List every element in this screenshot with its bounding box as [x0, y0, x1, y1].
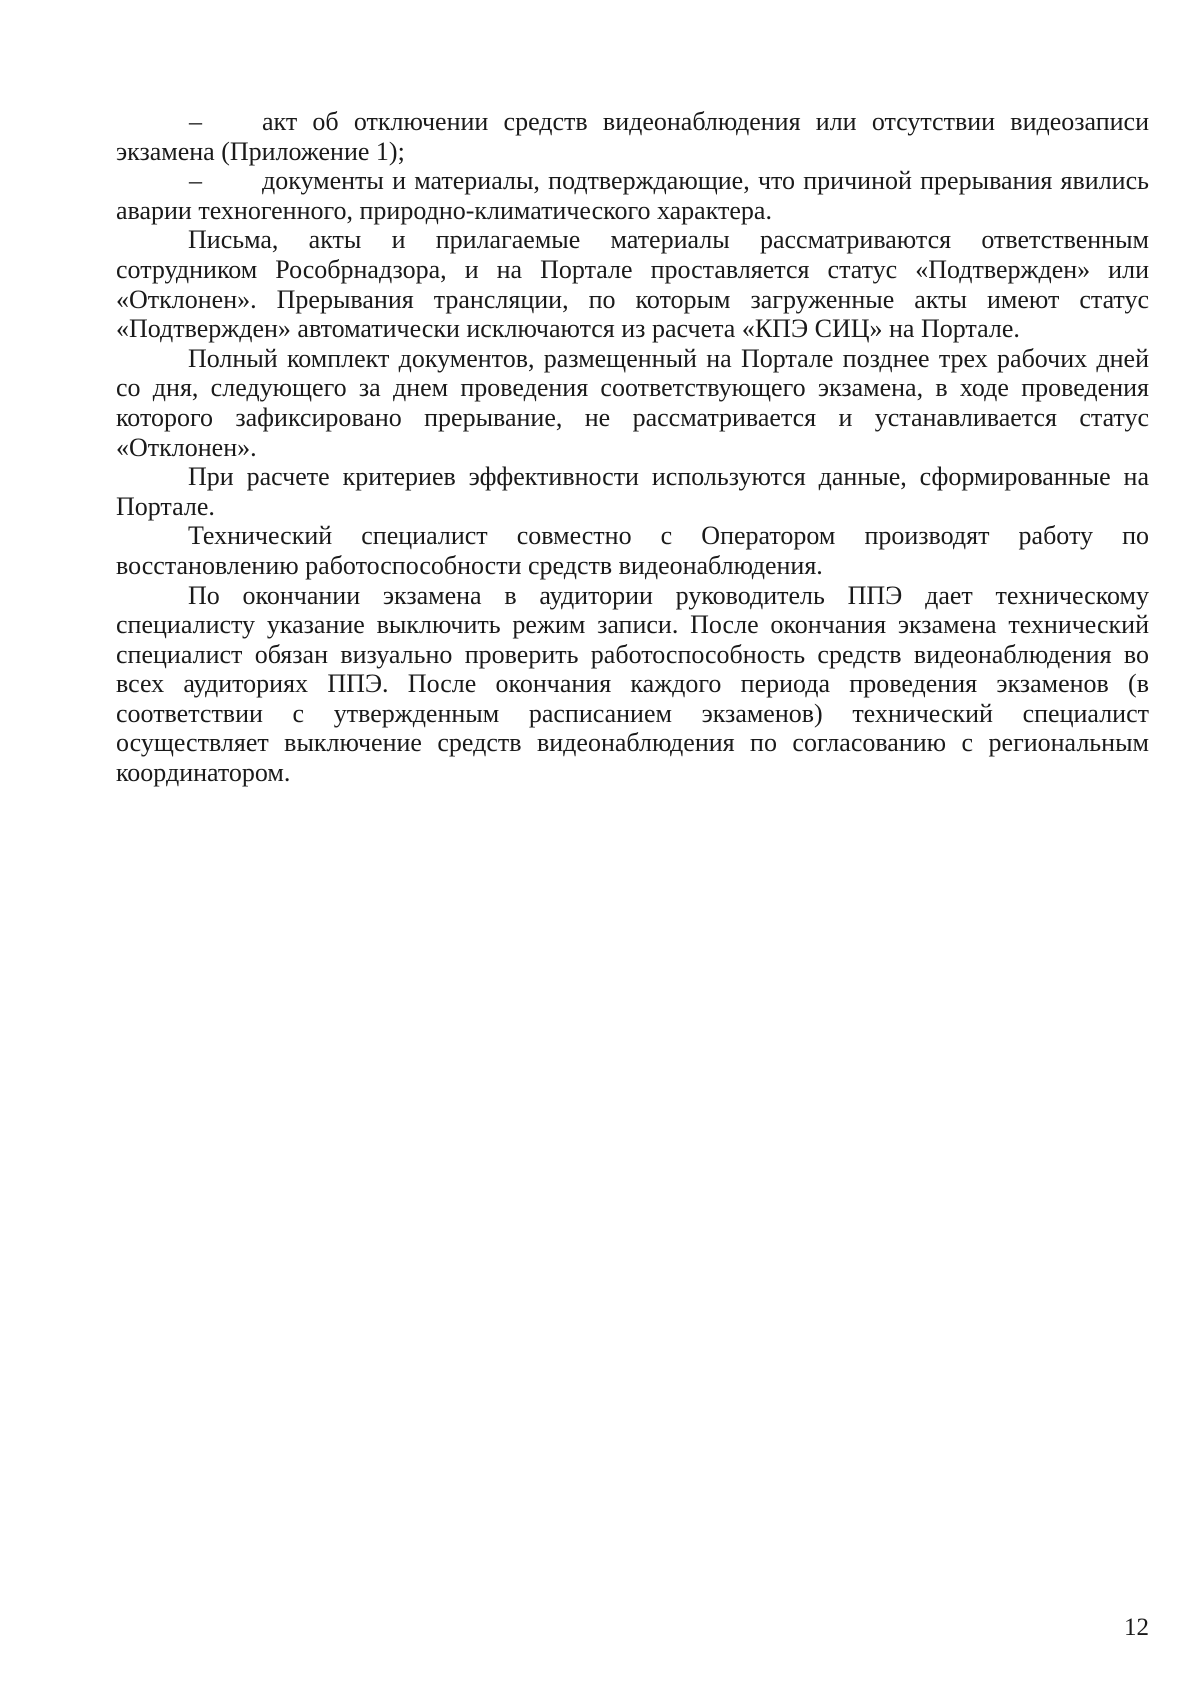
list-item-text: документы и материалы, подтверждающие, что причиной прерывания явились аварии техногенного, природно-климатического характера.	[116, 166, 1149, 225]
page-number: 12	[1124, 1614, 1149, 1641]
document-body	[116, 107, 1149, 788]
paragraph-exam-end: По окончании экзамена в аудитории руководитель ППЭ дает техническому специалисту указание выключить режим записи. После окончания экзамена технический специалист обязан визуально проверить работоспособность средств видеонаблюдения во всех аудиториях ППЭ. После окончания каждого периода проведения экзаменов (в соответствии с утвержденным расписанием экзаменов) технический специалист осуществляет выключение средств видеонаблюдения по согласованию с региональным координатором.	[116, 580, 1149, 788]
list-item-text: акт об отключении средств видеонаблюдения или отсутствии видеозаписи экзамена (Приложение 1);	[116, 107, 1149, 166]
paragraph-restoration: Технический специалист совместно с Оператором производят работу по восстановлению работоспособности средств видеонаблюдения.	[116, 521, 1149, 580]
list-dash: –	[189, 107, 202, 136]
list-dash: –	[189, 166, 202, 196]
paragraph-review-status: Письма, акты и прилагаемые материалы рассматриваются ответственным сотрудником Рособрнадзора, и на Портале проставляется статус «Подтвержден» или «Отклонен». Прерывания трансляции, по которым загруженные акты имеют статус «Подтвержден» автоматически исключаются из расчета «КПЭ СИЦ» на Портале.	[116, 225, 1149, 344]
paragraph-criteria: При расчете критериев эффективности используются данные, сформированные на Портале.	[116, 462, 1149, 521]
list-item	[116, 166, 1149, 225]
list-item	[116, 107, 1149, 166]
paragraph-late-documents: Полный комплект документов, размещенный на Портале позднее трех рабочих дней со дня, следующего за днем проведения соответствующего экзамена, в ходе проведения которого зафиксировано прерывание, не рассматривается и устанавливается статус «Отклонен».	[116, 343, 1149, 462]
